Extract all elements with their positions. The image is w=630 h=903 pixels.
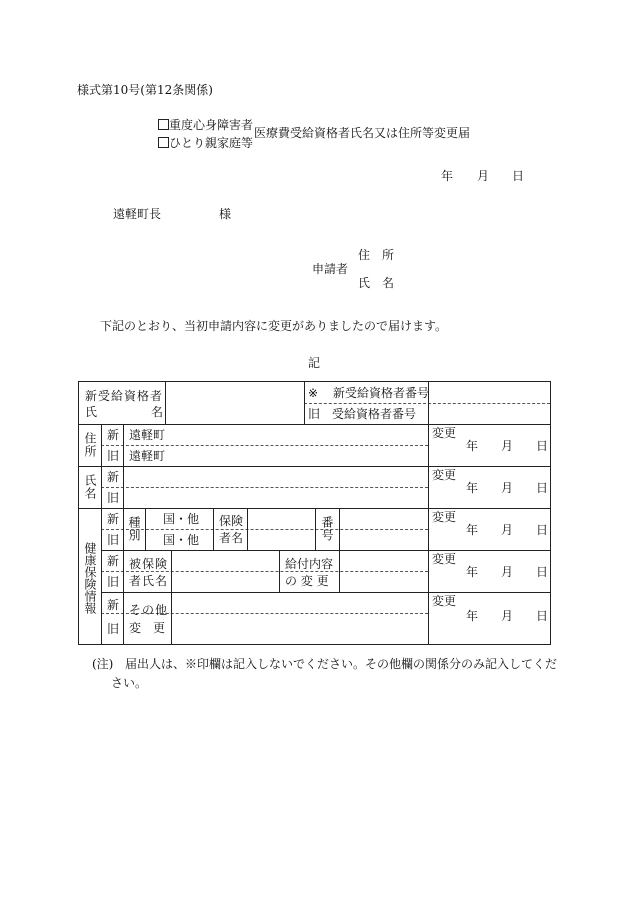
checkbox-icon (158, 137, 169, 148)
note-line1: 届出人は、※印欄は記入しないでください。その他欄の関係分のみ記入してくだ (125, 657, 558, 671)
change-form-table (78, 381, 551, 645)
checkbox-single-parent-label: ひとり親家庭等 (169, 136, 254, 150)
name-change-month: 月 (501, 481, 514, 495)
body-text: 下記のとおり、当初申請内容に変更がありましたので届けます。 (100, 319, 448, 333)
recipient-name: 遠軽町長 (113, 207, 162, 221)
applicant-label: 申請者 (312, 262, 349, 276)
form-number: 様式第10号(第12条関係) (77, 83, 213, 97)
address-new-label: 新 (107, 428, 120, 442)
form-title: 医療費受給資格者氏名又は住所等変更届 (254, 126, 471, 140)
name-new-field[interactable] (125, 467, 427, 486)
applicant-name-label: 氏 名 (358, 276, 395, 290)
checkbox-disability[interactable] (158, 119, 253, 131)
new-number-field[interactable] (430, 382, 548, 402)
other-old-label: 旧 (107, 622, 120, 636)
other-label-l1: その他 (129, 603, 169, 617)
address-head: 住所 (83, 432, 97, 458)
insured-old-label: 旧 (107, 575, 120, 589)
old-number-field[interactable] (430, 404, 548, 423)
insurance-change-month: 月 (501, 523, 514, 537)
insurance-change-year: 年 (466, 523, 479, 537)
name-change-year: 年 (466, 481, 479, 495)
mark-asterisk: ※ (308, 386, 319, 400)
insured-change-label: 変更 (432, 552, 457, 566)
insurer-label-l1: 保険 (219, 514, 244, 528)
note-line2: さい。 (111, 676, 148, 690)
other-change-day: 日 (536, 609, 549, 623)
old-number-label: 旧 受給資格者番号 (308, 407, 417, 421)
insured-change-year: 年 (466, 565, 479, 579)
address-old-label: 旧 (107, 449, 120, 463)
new-number-label: 新受給資格者番号 (333, 386, 430, 400)
insurance-head: 健康保険情報 (83, 542, 97, 614)
address-new-town: 遠軽町 (129, 428, 166, 442)
new-recipient-label: 新受給資格者 (85, 389, 164, 403)
insured-new-label: 新 (107, 554, 120, 568)
new-recipient-label-a: 氏 (85, 405, 98, 419)
name-head: 氏名 (83, 474, 97, 500)
other-label-l2: 変 更 (129, 621, 166, 635)
name-old-label: 旧 (107, 491, 120, 505)
name-old-field[interactable] (125, 488, 427, 507)
other-change-label: 変更 (432, 594, 457, 608)
benefit-label-l2: の 変 更 (285, 574, 329, 588)
kind-old-label: 旧 (107, 533, 120, 547)
benefit-label-l1: 給付内容 (285, 557, 334, 571)
insurance-change-day: 日 (536, 523, 549, 537)
name-new-label: 新 (107, 470, 120, 484)
checkbox-single-parent[interactable] (158, 137, 253, 149)
insured-change-day: 日 (536, 565, 549, 579)
address-change-label: 変更 (432, 426, 457, 440)
address-old-town: 遠軽町 (129, 449, 166, 463)
insured-change-month: 月 (501, 565, 514, 579)
other-change-month: 月 (501, 609, 514, 623)
address-change-day: 日 (536, 439, 549, 453)
kuni-new[interactable]: 国・他 (163, 512, 200, 526)
insured-label-l2: 者氏名 (129, 574, 169, 588)
insurance-change-label: 変更 (432, 510, 457, 524)
checkbox-disability-label: 重度心身障害者 (169, 118, 254, 132)
kuni-old[interactable]: 国・他 (163, 533, 200, 547)
recipient-honorific: 様 (219, 207, 232, 221)
applicant-address-label: 住 所 (358, 248, 395, 262)
kind-label: 種別 (127, 516, 141, 542)
date-day: 日 (512, 169, 525, 183)
new-recipient-name-field[interactable] (167, 382, 303, 423)
checkbox-icon (158, 119, 169, 130)
insured-label-l1: 被保険 (129, 557, 169, 571)
number-label: 番号 (320, 516, 334, 542)
new-recipient-label-b: 名 (151, 405, 164, 419)
date-year: 年 (441, 169, 454, 183)
name-change-label: 変更 (432, 468, 457, 482)
ki-label: 記 (308, 356, 321, 370)
other-new-label: 新 (107, 598, 120, 612)
date-month: 月 (477, 169, 490, 183)
other-change-year: 年 (466, 609, 479, 623)
name-change-day: 日 (536, 481, 549, 495)
kind-new-label: 新 (107, 512, 120, 526)
address-change-year: 年 (466, 439, 479, 453)
address-change-month: 月 (501, 439, 514, 453)
note-prefix: (注) (92, 657, 114, 671)
insurer-label-l2: 者名 (219, 531, 244, 545)
